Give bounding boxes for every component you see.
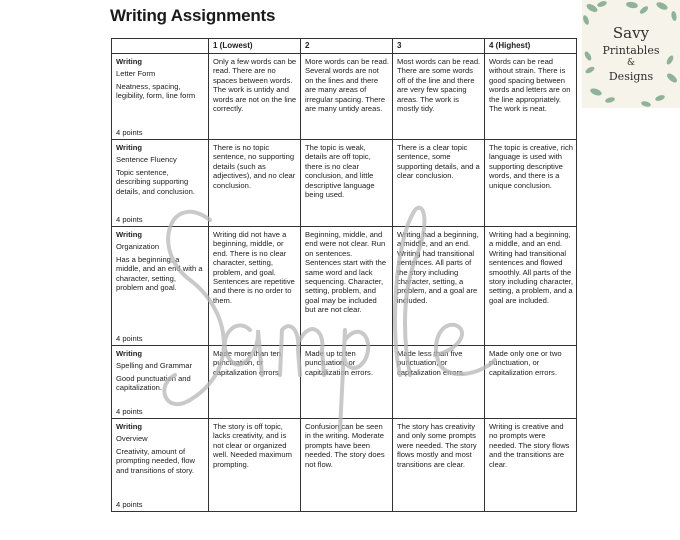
category-description: Creativity, amount of prompting needed, flow and transitions of story.: [116, 446, 195, 475]
criteria-cell: Most words can be read. There are some words off of the line and there are very few spacing areas. The work is mostly tidy.: [393, 54, 485, 140]
page-title: Writing Assignments: [110, 6, 276, 25]
category-cell: [112, 419, 209, 512]
criteria-cell: The story is off topic, lacks creativity, and is not clear or organized well. Needed maximum prompting.: [209, 419, 301, 512]
criteria-cell: The story has creativity and only some prompts were needed. The story flows mostly and most transitions are clear.: [393, 419, 485, 512]
category-cell: [112, 346, 209, 419]
category-name: Writing: [116, 349, 143, 358]
criteria-cell: The topic is weak, details are off topic, there is no clear conclusion, and little descriptive language being used.: [301, 140, 393, 227]
category-description: Topic sentence, describing supporting details, and conclusion.: [116, 167, 195, 196]
category-cell: [112, 227, 209, 346]
category-cell: [112, 140, 209, 227]
brand-logo: [582, 0, 680, 108]
criteria-cell: There is no topic sentence, no supporting details (such as adjectives), and no clear conclusion.: [209, 140, 301, 227]
criteria-cell: Made less than five punctuation, or capitalization errors.: [393, 346, 485, 419]
criteria-cell: Writing had a beginning, a middle, and an end. Writing had transitional sentences and flowed smoothly. All parts of the story including character, setting, a problem, and a goal are included.: [485, 227, 577, 346]
table-row: [112, 140, 577, 227]
header-cell-score-2: 2: [301, 39, 393, 54]
criteria-cell: More words can be read. Several words are not on the lines and there are many areas of irregular spacing. There are many untidy areas.: [301, 54, 393, 140]
category-description: Good punctuation and capitalization.: [116, 373, 191, 393]
header-cell-score-1: 1 (Lowest): [209, 39, 301, 54]
category-name: Writing: [116, 422, 143, 431]
logo-text-line-1: Savy: [612, 24, 650, 42]
header-cell-score-3: 3: [393, 39, 485, 54]
rubric-table: [111, 38, 577, 512]
criteria-cell: Writing did not have a beginning, middle, or end. There is no clear character, setting, problem, and goal. Sentences are repetitive and there is no order to them.: [209, 227, 301, 346]
header-row: [112, 39, 577, 54]
criteria-cell: Writing is creative and no prompts were needed. The story flows and the transitions are clear.: [485, 419, 577, 512]
logo-text-line-3: &: [626, 58, 635, 68]
category-name: Writing: [116, 57, 143, 66]
category-points: 4 points: [116, 406, 143, 416]
category-subtitle: Spelling and Grammar: [116, 361, 192, 371]
category-points: 4 points: [116, 499, 143, 509]
criteria-cell: Only a few words can be read. There are no spaces between words. The work is untidy and words are not on the line correctly.: [209, 54, 301, 140]
header-cell-blank: [112, 39, 209, 54]
header-cell-score-4: 4 (Highest): [485, 39, 577, 54]
criteria-cell: The topic is creative, rich language is used with supporting descriptive words, and there is a unique conclusion.: [485, 140, 577, 227]
category-subtitle: Organization: [116, 242, 160, 252]
category-cell: [112, 54, 209, 140]
criteria-cell: There is a clear topic sentence, some supporting details, and a clear conclusion.: [393, 140, 485, 227]
criteria-cell: Writing had a beginning, a middle, and an end. Writing had transitional sentences. All parts of the story including character, setting, a problem, and a goal are included.: [393, 227, 485, 346]
category-points: 4 points: [116, 127, 143, 137]
category-name: Writing: [116, 143, 143, 152]
criteria-cell: Made more than ten punctuation, or capitalization errors.: [209, 346, 301, 419]
criteria-cell: Made only one or two punctuation, or capitalization errors.: [485, 346, 577, 419]
criteria-cell: Beginning, middle, and end were not clear. Run on sentences. Sentences start with the same word and lack sequencing. Character, setting, problem, and goal may be included but are not clear.: [301, 227, 393, 346]
category-subtitle: Overview: [116, 434, 148, 444]
logo-text-line-2: Printables: [602, 44, 660, 57]
table-row: [112, 227, 577, 346]
logo-text-line-4: Designs: [608, 70, 654, 83]
criteria-cell: Confusion can be seen in the writing. Moderate prompts have been needed. The story does not flow.: [301, 419, 393, 512]
category-description: Has a beginning, a middle, and an end with a character, setting, problem and goal.: [116, 254, 203, 293]
category-subtitle: Letter Form: [116, 69, 156, 79]
category-points: 4 points: [116, 333, 143, 343]
category-name: Writing: [116, 230, 143, 239]
table-row: [112, 54, 577, 140]
criteria-cell: Words can be read without strain. There is good spacing between words and letters are on the line appropriately. The work is neat.: [485, 54, 577, 140]
criteria-cell: Made up to ten punctuation, or capitalization errors.: [301, 346, 393, 419]
table-row: [112, 419, 577, 512]
category-description: Neatness, spacing, legibility, form, line form: [116, 81, 196, 101]
category-subtitle: Sentence Fluency: [116, 155, 177, 165]
category-points: 4 points: [116, 214, 143, 224]
table-row: [112, 346, 577, 419]
